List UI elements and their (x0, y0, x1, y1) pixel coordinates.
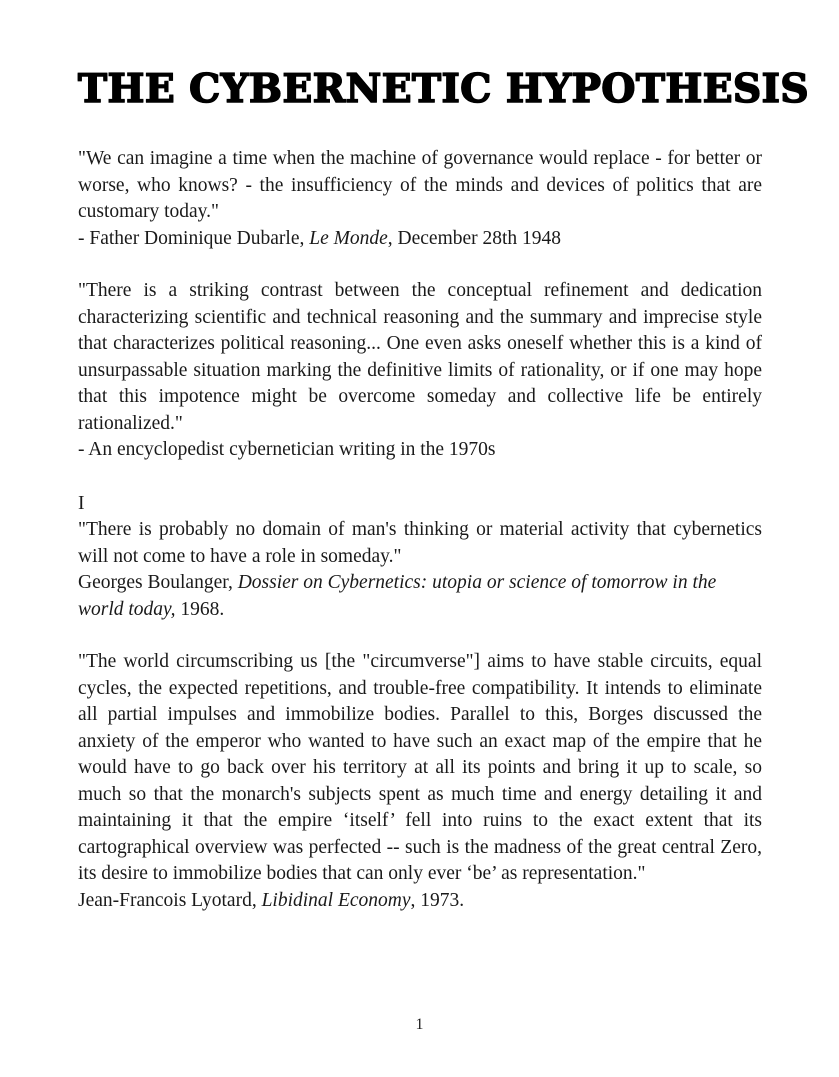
document-title: THE CYBERNETIC HYPOTHESIS (78, 66, 810, 112)
section-quote-block-1 (78, 517, 762, 623)
epigraph-2-attribution (78, 437, 762, 464)
epigraph-block-1 (78, 146, 762, 252)
section-quote-2-attribution (78, 888, 762, 915)
attribution-text: Jean-Francois Lyotard, (78, 889, 262, 911)
attribution-text: Georges Boulanger, (78, 572, 238, 593)
epigraph-1-quote: "We can imagine a time when the machine of governance would replace - for better or worse, who knows? - the insufficiency of the minds and devices of politics that are customary today." (78, 148, 762, 222)
section-heading-numeral: I (78, 492, 85, 514)
section-quote-2-text: "The world circumscribing us [the "circumverse"] aims to have stable circuits, equal cycles, the expected repetitions, and trouble-free compatibility. It intends to eliminate all partial impulses and immobilize bodies. Parallel to this, Borges discussed the anxiety of the emperor who wanted to have such an exact map of the empire that he would have to go back over his territory at all its points and bring it up to scale, so much so that the monarch's subjects spent as much time and energy detailing it and maintaining it that the empire ‘itself’ fell into ruins to the exact extent that its cartographical overview was perfected -- such is the madness of the great central Zero, its desire to immobilize bodies that can only ever ‘be’ as representation." (78, 651, 762, 884)
epigraph-2-quote: "There is a striking contrast between the conceptual refinement and dedication characterizing scientific and technical reasoning and the summary and imprecise style that characterizes political reasoning... One even asks oneself whether this is a kind of unsurpassable situation marking the definitive limits of rationality, or if one may hope that this impotence might be overcome someday and collective life be entirely rationalized." (78, 280, 762, 434)
attribution-text: - An encyclopedist cybernetician writing in the 1970s (78, 439, 496, 460)
attribution-text: , December 28th 1948 (387, 227, 562, 249)
epigraph-1-attribution (78, 226, 762, 253)
work-title-italic: Dossier on Cybernetics: utopia or science of tomorrow in the world today, (78, 572, 717, 620)
work-title-italic: Le Monde (309, 227, 388, 249)
work-title-italic: Libidinal Economy (261, 889, 411, 911)
page-content (78, 66, 810, 914)
attribution-text: 1968. (175, 598, 225, 620)
attribution-text: , 1973. (410, 889, 465, 911)
section-quote-1-attribution (78, 570, 762, 623)
page-number: 1 (415, 1016, 424, 1033)
section-quote-block-2 (78, 649, 762, 914)
epigraph-block-2 (78, 278, 762, 464)
attribution-text: - Father Dominique Dubarle, (78, 227, 310, 249)
section-quote-1-text: "There is probably no domain of man's thinking or material activity that cybernetics will not come to have a role in someday." (78, 519, 762, 567)
